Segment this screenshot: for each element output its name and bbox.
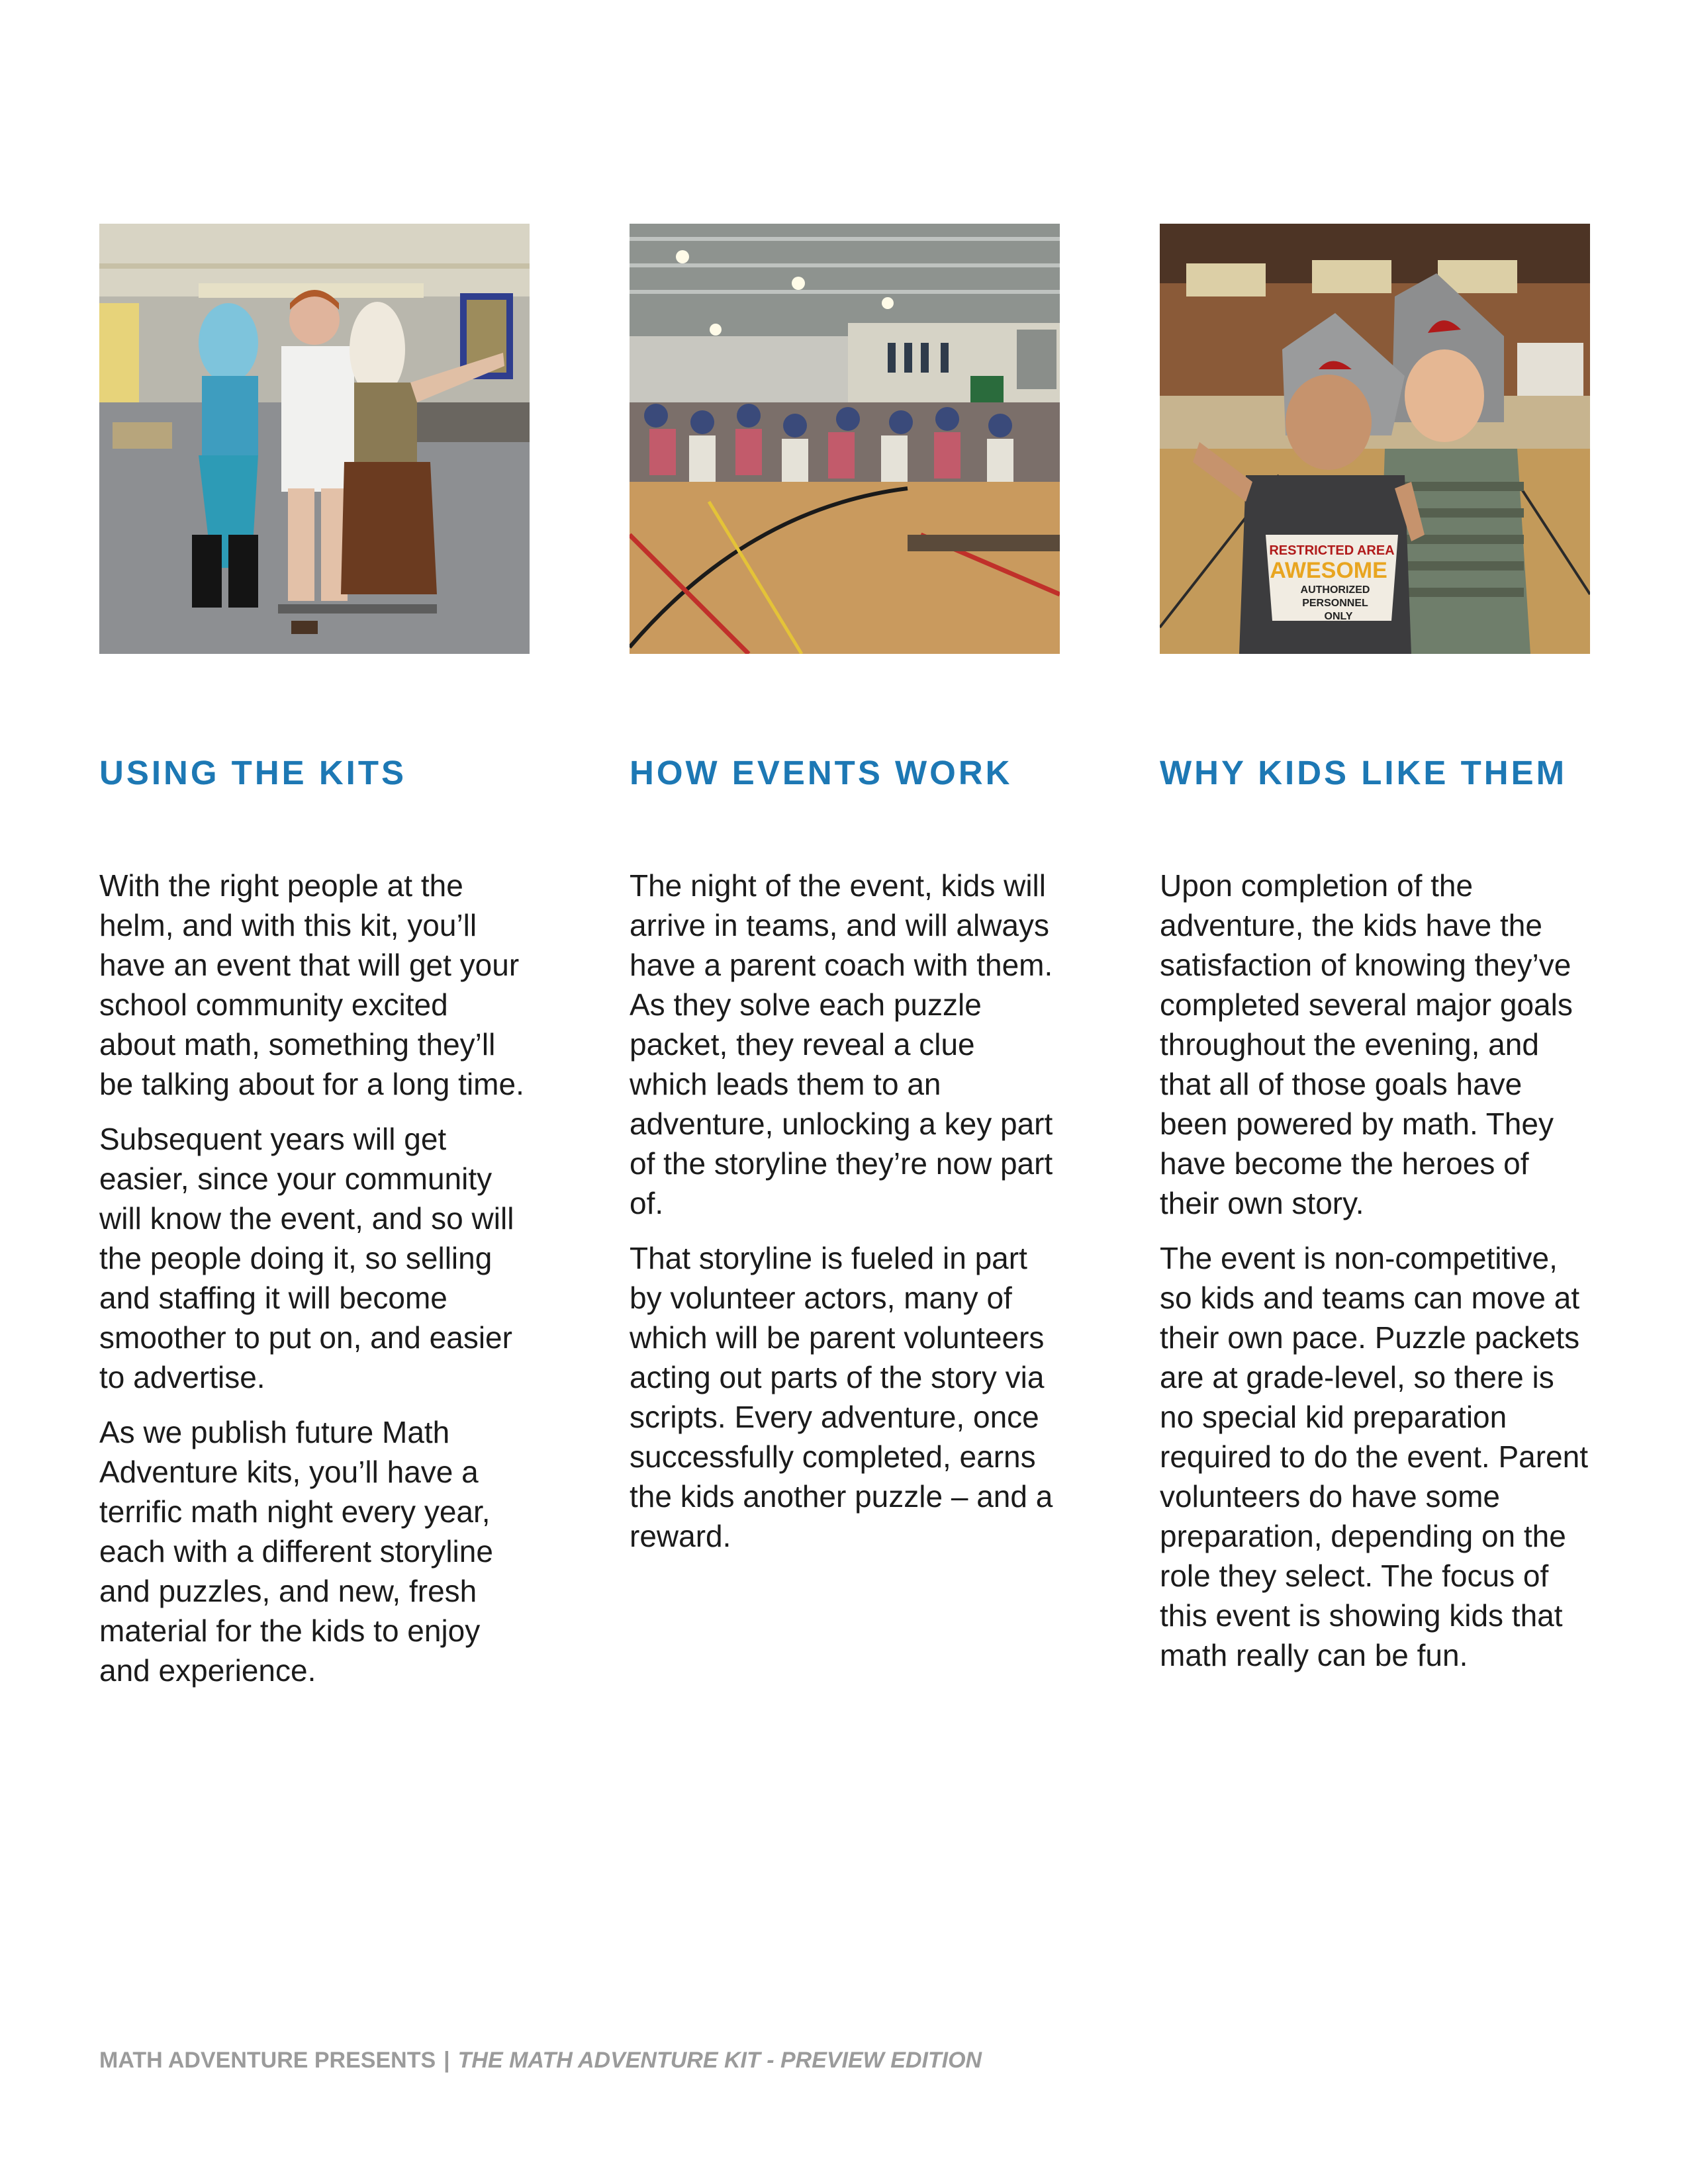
footer-title: THE MATH ADVENTURE KIT - PREVIEW EDITION [457,2048,982,2073]
shirt-text-personnel: PERSONNEL [1302,598,1368,609]
column-why-kids-like-them [1160,224,1590,1690]
paragraph: With the right people at the helm, and with this kit, you’ll have an event that will get your school community excited about math, something they’ll be talking about for a long time. [99,868,524,1102]
shirt-text-only: ONLY [1324,611,1353,622]
shirt-text-restricted: RESTRICTED AREA [1269,543,1395,558]
paragraph: That storyline is fueled in part by volunteer actors, many of which will be parent volunteers acting out parts of the story via scripts. Every adventure, once successfully completed, earns the kids another puzzle – and a reward. [630,1241,1053,1554]
costumed-actors-image [99,224,530,654]
section-body [630,866,1060,1556]
section-body [1160,866,1590,1675]
section-heading: WHY KIDS LIKE THEM [1160,754,1568,792]
paragraph: Upon completion of the adventure, the kids have the satisfaction of knowing they’ve completed several major goals throughout the evening, and that all of those goals have been powered by math. They have become the heroes of their own story. [1160,868,1573,1221]
page-footer [99,2048,982,2073]
shark-hat-kids-image [1160,224,1590,654]
column-how-events-work [630,224,1060,1571]
shark-hat-kids-photo [1160,224,1590,654]
section-heading: HOW EVENTS WORK [630,754,1013,792]
costumed-actors-photo [99,224,530,654]
gym-event-photo [630,224,1060,654]
paragraph: The night of the event, kids will arrive in teams, and will always have a parent coach with them. As they solve each puzzle packet, they reveal a clue which leads them to an adventure, unlocking a key part of the storyline they’re now part of. [630,868,1053,1221]
gym-crowd-image [630,224,1060,654]
section-body [99,866,530,1690]
shirt-text-awesome: AWESOME [1270,558,1387,583]
column-using-the-kits [99,224,530,1706]
footer-publisher: MATH ADVENTURE PRESENTS [99,2048,436,2073]
paragraph: As we publish future Math Adventure kits, you’ll have a terrific math night every year, each with a different storyline and puzzles, and new, fresh material for the kids to enjoy and experience. [99,1415,493,1688]
section-heading: USING THE KITS [99,754,407,792]
paragraph: The event is non-competitive, so kids and teams can move at their own pace. Puzzle packets are at grade-level, so there is no special kid preparation required to do the event. Parent volunteers do have some preparation, depending on the role they select. The focus of this event is showing kids that math really can be fun. [1160,1241,1588,1673]
footer-separator: | [444,2048,450,2073]
paragraph: Subsequent years will get easier, since your community will know the event, and so will the people doing it, so selling and staffing it will become smoother to put on, and easier to advertise. [99,1122,514,1395]
shirt-text-authorized: AUTHORIZED [1300,584,1370,596]
